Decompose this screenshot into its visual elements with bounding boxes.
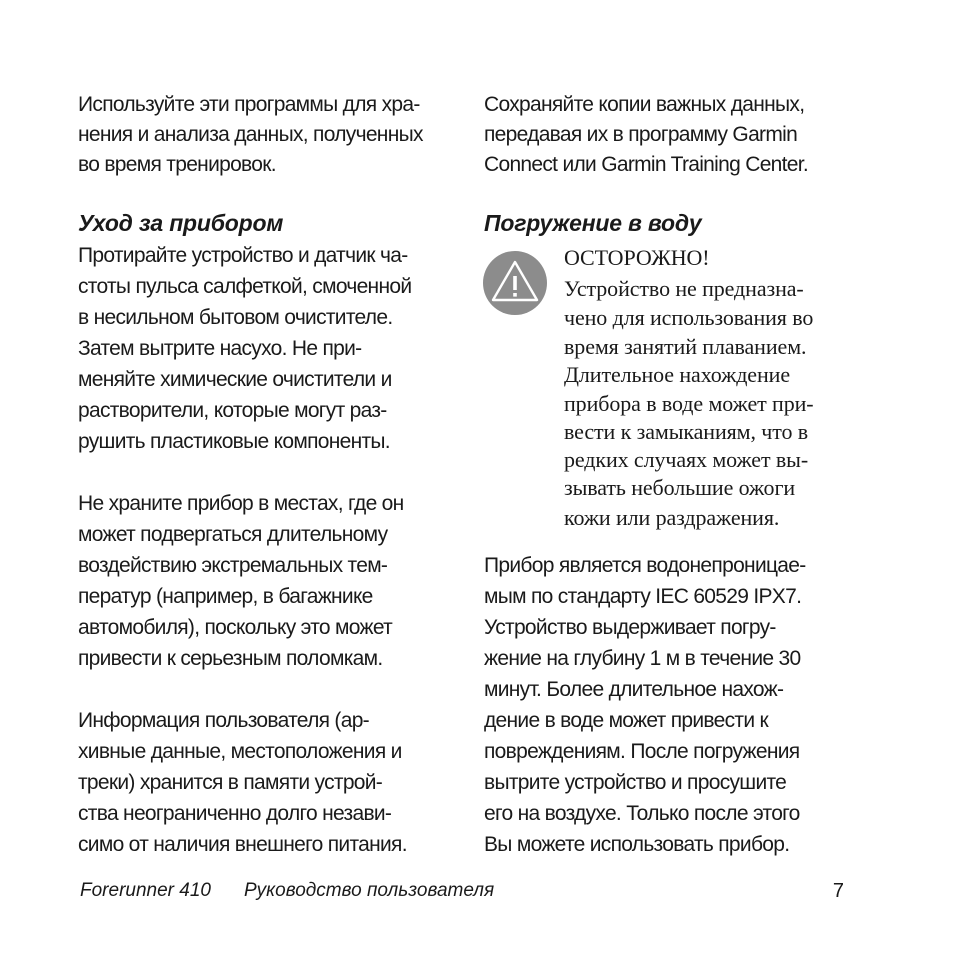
text-line: автомобиля), поскольку это может [78,616,393,639]
text-line: повреждениям. После погружения [484,740,800,763]
text-line: во время тренировок. [78,153,276,176]
text-line: Устройство выдерживает погру- [484,616,776,639]
text-line: ператур (например, в багажнике [78,585,373,608]
footer-product-name: Forerunner 410 [80,880,211,901]
text-line: ства неограниченно долго незави- [78,802,392,825]
text-line: передавая их в программу Garmin [484,123,798,146]
text-line: Прибор является водонепроницае- [484,554,806,577]
warning-line: кожи или раздражения. [564,505,780,530]
warning-line: чено для использования во [564,305,814,330]
text-line: Информация пользователя (ар- [78,709,369,732]
warning-line: прибора в воде может при- [564,391,814,416]
text-line: Не храните прибор в местах, где он [78,492,404,515]
text-line: Connect или Garmin Training Center. [484,153,809,176]
text-line: мым по стандарту IEC 60529 IPX7. [484,585,802,608]
text-line: Используйте эти программы для хра- [78,93,420,116]
text-line: Сохраняйте копии важных данных, [484,93,805,116]
text-line: хивные данные, местоположения и [78,740,402,763]
text-line: симо от наличия внешнего питания. [78,833,407,856]
care-heading: Уход за прибором [78,210,284,236]
text-line: привести к серьезным поломкам. [78,647,383,670]
text-line: вытрите устройство и просушите [484,771,787,794]
text-line: растворители, которые могут раз- [78,399,387,422]
warning-triangle-icon [482,250,548,316]
text-line: может подвергаться длительному [78,523,388,546]
warning-line: вести к замыканиям, что в [564,419,809,444]
text-line: рушить пластиковые компоненты. [78,430,390,453]
text-line: меняйте химические очистители и [78,368,392,391]
text-line: Затем вытрите насухо. Не при- [78,337,362,360]
text-line: воздействию экстремальных тем- [78,554,388,577]
water-heading: Погружение в воду [484,210,702,236]
text-line: стоты пульса салфеткой, смоченной [78,275,412,298]
text-line: Вы можете использовать прибор. [484,833,790,856]
warning-line: Длительное нахождение [564,362,790,387]
text-line: в несильном бытовом очистителе. [78,306,393,329]
warning-line: Устройство не предназна- [564,276,804,301]
warning-line: зывать небольшие ожоги [564,475,796,500]
text-line: дение в воде может привести к [484,709,768,732]
text-line: его на воздухе. Только после этого [484,802,800,825]
footer-manual-title: Руководство пользователя [244,880,495,901]
text-line: Протирайте устройство и датчик ча- [78,244,408,267]
warning-line: редких случаях может вы- [564,447,809,472]
warning-line: время занятий плаванием. [564,334,807,359]
text-line: треки) хранится в памяти устрой- [78,771,383,794]
warning-title: ОСТОРОЖНО! [564,245,710,270]
text-line: жение на глубину 1 м в течение 30 [484,647,801,670]
page-number: 7 [832,880,844,902]
text-line: минут. Более длительное нахож- [484,678,784,701]
text-line: нения и анализа данных, полученных [78,123,423,146]
